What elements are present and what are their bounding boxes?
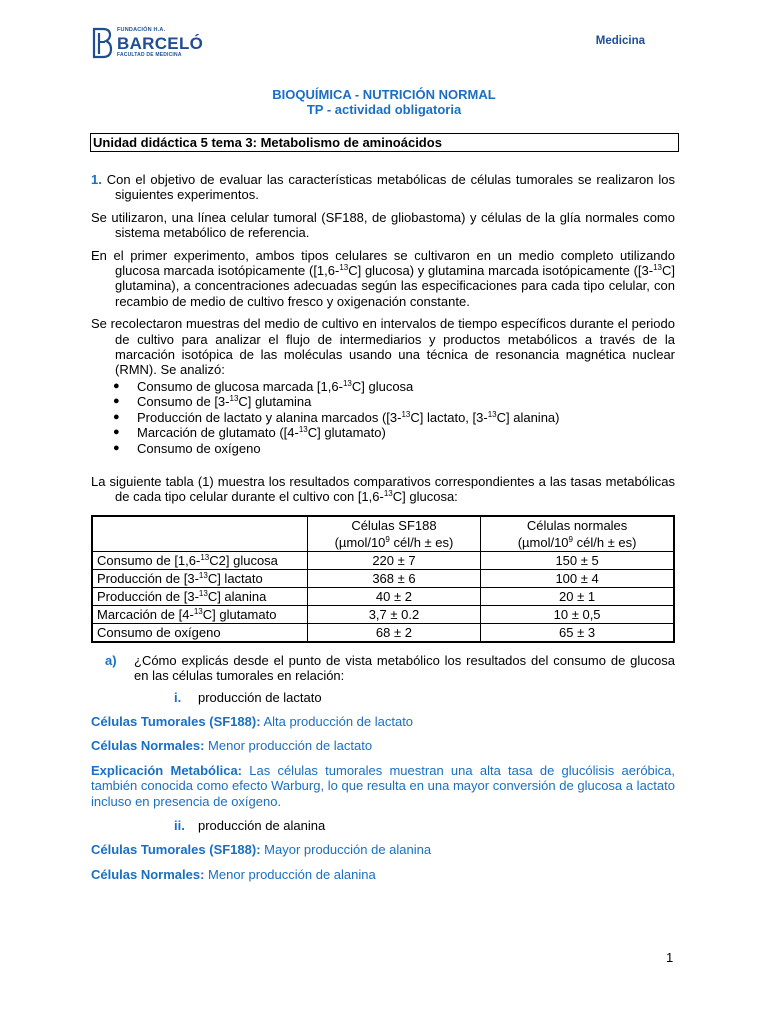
text-segment: La siguiente tabla (1) muestra los resultados comparativos correspondientes a las tasas metabólicas de cada tipo celular durante el cultivo con [1,6- [91, 473, 675, 505]
cells-paragraph: Se utilizaron, una línea celular tumoral (SF188, de gliobastoma) y células de la glía normales como sistema metabólico de referencia. [91, 209, 675, 241]
text-segment: En el primer experimento, ambos tipos celulares se cultivaron en un medio completo utilizando glucosa marcada isotópicamente ([1,6- [91, 247, 675, 279]
text-segment: C2] glucosa [209, 552, 278, 568]
table-row [92, 587, 674, 605]
isotope-superscript: 13 [200, 552, 210, 562]
bullet-icon: ● [113, 379, 120, 392]
answer-label: Células Normales: [91, 866, 205, 882]
answer-text: Las células tumorales muestran una alta tasa de glucólisis aeróbica, también conocida como efecto Warburg, lo que resulta en una mayor conversión de glucosa a lactato incluso en presencia de oxígeno. [91, 762, 676, 809]
question-a [91, 653, 675, 684]
isotope-superscript: 13 [487, 409, 497, 419]
text-segment: Marcación de glutamato ([4- [137, 425, 299, 441]
subquestion-ii-text: producción de alanina [198, 817, 326, 833]
cell-normal: 20 ± 1 [481, 587, 674, 605]
text-segment: Producción de lactato y alanina marcados ([3- [137, 409, 402, 425]
logo-faculty-text: FACULTAD DE MEDICINA [117, 51, 182, 58]
table-header-row [92, 516, 674, 552]
cell-sf188: 40 ± 2 [307, 587, 480, 605]
text-segment: C] glutamato [202, 606, 277, 622]
question-number: 1. [91, 172, 102, 187]
cell-normal: 150 ± 5 [481, 551, 674, 569]
text-segment: Consumo de [1,6- [97, 552, 201, 568]
isotope-superscript: 13 [401, 409, 411, 419]
answer-text: Menor producción de lactato [204, 738, 373, 754]
isotope-superscript: 13 [653, 263, 662, 273]
table-intro-paragraph [91, 474, 675, 505]
answer-text: Mayor producción de alanina [260, 842, 432, 858]
cell-sf188: 3,7 ± 0.2 [307, 605, 480, 623]
logo-foundation-text: FUNDACIÓN H.A. [117, 27, 166, 34]
analysis-list [91, 379, 675, 456]
text-segment: Consumo de oxígeno [137, 440, 261, 456]
logo-wordmark [117, 28, 203, 58]
cell-sf188: 220 ± 7 [307, 551, 480, 569]
cell-normal: 100 ± 4 [481, 569, 674, 587]
barcelo-logo [91, 26, 203, 60]
text-segment: C] glutamina [238, 394, 312, 410]
unit-heading-box: Unidad didáctica 5 tema 3: Metabolismo de aminoácidos [90, 133, 679, 152]
subquestion-i-label: i. [174, 689, 182, 705]
list-item [91, 410, 675, 425]
header-text: Células normales [526, 517, 628, 533]
results-table [91, 515, 675, 643]
answer-tumoral-lactate [91, 714, 675, 729]
header-faculty-label: Medicina [595, 35, 645, 47]
text-segment: Marcación de [4- [97, 606, 194, 622]
document-body [91, 172, 675, 891]
cell-normal: 65 ± 3 [481, 623, 674, 642]
table-header-sf188 [307, 516, 480, 552]
table-row [92, 605, 674, 623]
text-segment: C] glutamato) [307, 425, 386, 441]
text-segment: Consumo de [3- [137, 394, 230, 410]
bullet-icon: ● [113, 395, 120, 408]
subquestion-i [91, 690, 675, 705]
header-text: (µmol/10 [334, 534, 386, 550]
header-text: Células SF188 [351, 517, 437, 533]
list-item [91, 425, 675, 440]
cell-normal: 10 ± 0,5 [481, 605, 674, 623]
table-row [92, 551, 674, 569]
question-a-label: a) [105, 652, 117, 668]
answer-normal-lactate [91, 738, 675, 753]
document-title: BIOQUÍMICA - NUTRICIÓN NORMAL [272, 87, 496, 102]
text-segment: C] glucosa [351, 378, 414, 394]
text-segment: C] alanina [207, 588, 267, 604]
list-item [91, 441, 675, 456]
text-segment: C] lactato, [3- [410, 409, 488, 425]
bullet-icon: ● [113, 426, 120, 439]
table-row [92, 569, 674, 587]
text-segment: Producción de [3- [97, 570, 199, 586]
answer-text: Alta producción de lactato [260, 713, 414, 729]
text-segment: Producción de [3- [97, 588, 199, 604]
question-a-text: ¿Cómo explicás desde el punto de vista metabólico los resultados del consumo de glucosa en las células tumorales en relación: [134, 652, 675, 684]
question-1-paragraph [91, 172, 675, 203]
cell-sf188: 68 ± 2 [307, 623, 480, 642]
bullet-icon: ● [113, 410, 120, 423]
subquestion-ii [91, 818, 675, 833]
text-segment: C] lactato [207, 570, 263, 586]
page-number: 1 [666, 950, 674, 965]
question-1-text: Con el objetivo de evaluar las características metabólicas de células tumorales se realizaron los siguientes experimentos. [106, 172, 675, 203]
list-item [91, 394, 675, 409]
answer-label: Explicación Metabólica: [91, 762, 243, 778]
answer-normal-alanine [91, 867, 675, 882]
table-header-normal [481, 516, 674, 552]
cell-sf188: 368 ± 6 [307, 569, 480, 587]
answer-label: Células Tumorales (SF188): [91, 713, 261, 729]
isotope-superscript: 13 [198, 570, 208, 580]
answer-label: Células Normales: [91, 738, 205, 754]
document-subtitle: TP - actividad obligatoria [306, 102, 462, 117]
table-header-empty [92, 516, 307, 552]
exponent-superscript: 9 [568, 534, 573, 544]
row-label [92, 587, 307, 605]
subquestion-i-text: producción de lactato [198, 689, 322, 705]
row-label [92, 605, 307, 623]
subquestion-ii-label: ii. [174, 817, 185, 833]
isotope-superscript: 13 [298, 425, 308, 435]
isotope-superscript: 13 [383, 489, 393, 499]
text-segment: C] glucosa) y glutamina marcada isotópicamente ([3- [348, 263, 654, 279]
bullet-icon: ● [113, 441, 120, 454]
answer-metabolic-explanation [91, 763, 675, 809]
barcelo-logo-icon [91, 27, 113, 59]
text-segment: C] glucosa: [392, 489, 458, 505]
answer-label: Células Tumorales (SF188): [91, 842, 261, 858]
list-item [91, 379, 675, 394]
isotope-superscript: 13 [229, 394, 239, 404]
table-row [92, 623, 674, 642]
text-segment: C] alanina) [496, 409, 560, 425]
row-label: Consumo de oxígeno [92, 623, 307, 642]
header-text: cél/h ± es) [572, 534, 637, 550]
row-label [92, 569, 307, 587]
answer-text: Menor producción de alanina [204, 866, 376, 882]
answer-tumoral-alanine [91, 842, 675, 857]
isotope-superscript: 13 [193, 606, 203, 616]
header-text: (µmol/10 [517, 534, 569, 550]
exponent-superscript: 9 [385, 534, 390, 544]
isotope-superscript: 13 [342, 378, 352, 388]
row-label [92, 551, 307, 569]
isotope-superscript: 13 [339, 263, 349, 273]
isotope-superscript: 13 [198, 588, 208, 598]
header-text: cél/h ± es) [389, 534, 454, 550]
first-experiment-paragraph [91, 248, 675, 310]
text-segment: Consumo de glucosa marcada [1,6- [137, 378, 343, 394]
logo-name-text: BARCELÓ [117, 33, 204, 53]
sampling-paragraph: Se recolectaron muestras del medio de cultivo en intervalos de tiempo específicos durante el periodo de cultivo para analizar el flujo de intermediarios y productos metabólicos a través de la marcación isotópica de las moléculas usando una técnica de resonancia magnética nuclear (RMN). Se analizó: [91, 316, 675, 378]
text-segment: C] glutamina), a concentraciones adecuadas según las especificaciones para cada tipo celular, con recambio de medio de cultivo fresco y oxigenación constante. [115, 263, 675, 309]
